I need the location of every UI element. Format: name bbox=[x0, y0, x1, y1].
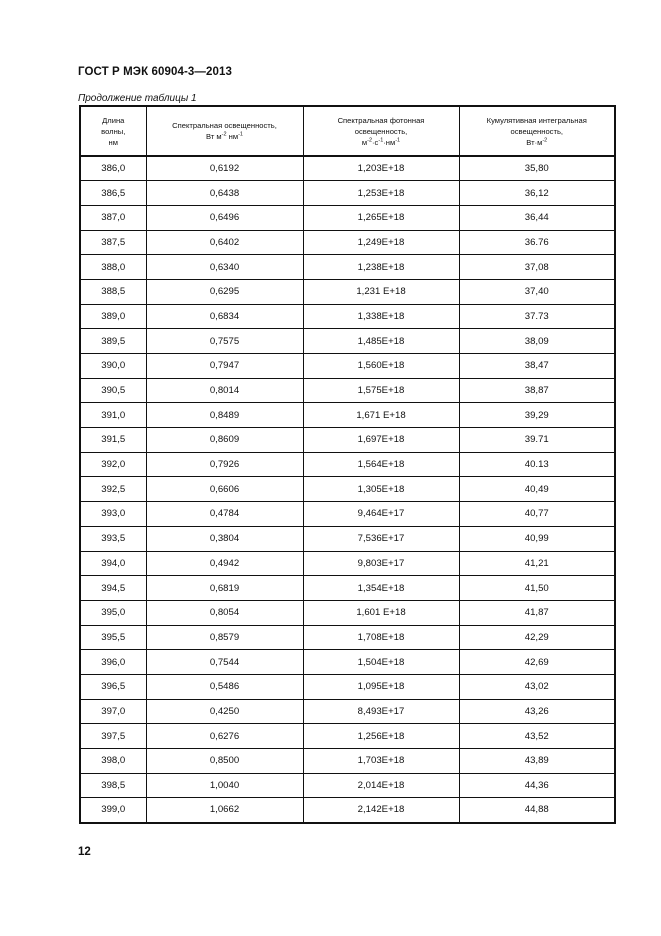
table-row bbox=[80, 477, 615, 502]
cell-cumulative-irradiance: 44,36 bbox=[459, 773, 615, 798]
cell-spectral-photon-irradiance: 1,338E+18 bbox=[303, 304, 459, 329]
cell-cumulative-irradiance: 36,12 bbox=[459, 181, 615, 206]
cell-wavelength: 388,0 bbox=[80, 255, 146, 280]
cell-spectral-photon-irradiance: 1,231 E+18 bbox=[303, 279, 459, 304]
table-row bbox=[80, 452, 615, 477]
cell-spectral-photon-irradiance: 1,095E+18 bbox=[303, 674, 459, 699]
cell-wavelength: 398,5 bbox=[80, 773, 146, 798]
cell-spectral-irradiance: 0,8054 bbox=[146, 600, 303, 625]
cell-cumulative-irradiance: 37,40 bbox=[459, 279, 615, 304]
cell-spectral-irradiance: 0,7926 bbox=[146, 452, 303, 477]
cell-spectral-photon-irradiance: 1,238E+18 bbox=[303, 255, 459, 280]
unit-exponent: -2 bbox=[221, 131, 227, 138]
unit-base: Вт·м bbox=[526, 137, 543, 147]
column-header-spectral-irradiance bbox=[146, 106, 303, 156]
cell-spectral-photon-irradiance: 1,253E+18 bbox=[303, 181, 459, 206]
cell-spectral-photon-irradiance: 1,708E+18 bbox=[303, 625, 459, 650]
cell-cumulative-irradiance: 42,69 bbox=[459, 650, 615, 675]
cell-wavelength: 390,0 bbox=[80, 354, 146, 379]
table-row bbox=[80, 156, 615, 181]
column-header-unit bbox=[362, 138, 400, 147]
column-header-cumulative-irradiance bbox=[459, 106, 615, 156]
cell-spectral-irradiance: 1,0040 bbox=[146, 773, 303, 798]
cell-cumulative-irradiance: 41,87 bbox=[459, 600, 615, 625]
table-row bbox=[80, 526, 615, 551]
cell-cumulative-irradiance: 40,77 bbox=[459, 502, 615, 527]
column-header-line: Спектральная фотонная bbox=[337, 115, 425, 125]
cell-wavelength: 397,0 bbox=[80, 699, 146, 724]
cell-wavelength: 391,5 bbox=[80, 428, 146, 453]
table-row bbox=[80, 699, 615, 724]
cell-spectral-irradiance: 0,6192 bbox=[146, 156, 303, 181]
table-row bbox=[80, 279, 615, 304]
table-row bbox=[80, 329, 615, 354]
cell-wavelength: 397,5 bbox=[80, 724, 146, 749]
cell-spectral-photon-irradiance: 1,560E+18 bbox=[303, 354, 459, 379]
cell-wavelength: 391,0 bbox=[80, 403, 146, 428]
table-row bbox=[80, 304, 615, 329]
table-body bbox=[80, 156, 615, 823]
cell-wavelength: 388,5 bbox=[80, 279, 146, 304]
table-row bbox=[80, 354, 615, 379]
table-row bbox=[80, 625, 615, 650]
unit-exponent: -2 bbox=[542, 136, 548, 143]
cell-spectral-photon-irradiance: 1,305E+18 bbox=[303, 477, 459, 502]
cell-wavelength: 394,5 bbox=[80, 576, 146, 601]
cell-spectral-photon-irradiance: 7,536E+17 bbox=[303, 526, 459, 551]
cell-spectral-irradiance: 0,6295 bbox=[146, 279, 303, 304]
table-row bbox=[80, 181, 615, 206]
cell-wavelength: 393,0 bbox=[80, 502, 146, 527]
column-header-line: нм bbox=[108, 137, 118, 147]
cell-wavelength: 395,0 bbox=[80, 600, 146, 625]
table-row bbox=[80, 724, 615, 749]
cell-spectral-irradiance: 0,6606 bbox=[146, 477, 303, 502]
cell-wavelength: 399,0 bbox=[80, 798, 146, 823]
cell-spectral-irradiance: 0,6402 bbox=[146, 230, 303, 255]
column-header-line: Длина bbox=[102, 115, 125, 125]
table-row bbox=[80, 205, 615, 230]
cell-cumulative-irradiance: 43,02 bbox=[459, 674, 615, 699]
cell-spectral-photon-irradiance: 1,504E+18 bbox=[303, 650, 459, 675]
table-row bbox=[80, 600, 615, 625]
cell-wavelength: 396,5 bbox=[80, 674, 146, 699]
cell-spectral-photon-irradiance: 1,564E+18 bbox=[303, 452, 459, 477]
cell-cumulative-irradiance: 40,99 bbox=[459, 526, 615, 551]
cell-wavelength: 387,0 bbox=[80, 205, 146, 230]
cell-spectral-irradiance: 0,6438 bbox=[146, 181, 303, 206]
table-header bbox=[80, 106, 615, 156]
cell-wavelength: 396,0 bbox=[80, 650, 146, 675]
cell-spectral-irradiance: 0,4250 bbox=[146, 699, 303, 724]
unit-exponent: -1 bbox=[238, 131, 243, 138]
cell-cumulative-irradiance: 39.71 bbox=[459, 428, 615, 453]
cell-cumulative-irradiance: 43,89 bbox=[459, 749, 615, 774]
unit-exponent: -1 bbox=[378, 136, 384, 143]
cell-cumulative-irradiance: 38,87 bbox=[459, 378, 615, 403]
cell-spectral-irradiance: 0,8579 bbox=[146, 625, 303, 650]
cell-spectral-photon-irradiance: 1,265E+18 bbox=[303, 205, 459, 230]
cell-cumulative-irradiance: 37.73 bbox=[459, 304, 615, 329]
cell-spectral-irradiance: 0,6276 bbox=[146, 724, 303, 749]
column-header-line: волны, bbox=[101, 126, 126, 136]
table-row bbox=[80, 230, 615, 255]
cell-spectral-irradiance: 0,8500 bbox=[146, 749, 303, 774]
cell-wavelength: 389,0 bbox=[80, 304, 146, 329]
column-header-line: освещенность, bbox=[354, 126, 408, 136]
cell-spectral-irradiance: 0,5486 bbox=[146, 674, 303, 699]
table-row bbox=[80, 502, 615, 527]
cell-spectral-photon-irradiance: 2,014E+18 bbox=[303, 773, 459, 798]
cell-wavelength: 386,0 bbox=[80, 156, 146, 181]
table-row bbox=[80, 773, 615, 798]
cell-spectral-irradiance: 0,4784 bbox=[146, 502, 303, 527]
unit-exponent: -1 bbox=[395, 136, 401, 143]
table-row bbox=[80, 378, 615, 403]
column-header-unit bbox=[526, 138, 547, 147]
cell-cumulative-irradiance: 41,50 bbox=[459, 576, 615, 601]
cell-cumulative-irradiance: 37,08 bbox=[459, 255, 615, 280]
spectral-irradiance-table bbox=[79, 105, 616, 824]
document-header: ГОСТ Р МЭК 60904-3—2013 bbox=[78, 66, 232, 78]
cell-spectral-photon-irradiance: 1,601 E+18 bbox=[303, 600, 459, 625]
cell-wavelength: 392,5 bbox=[80, 477, 146, 502]
cell-spectral-photon-irradiance: 1,354E+18 bbox=[303, 576, 459, 601]
cell-wavelength: 386,5 bbox=[80, 181, 146, 206]
unit-exponent: -2 bbox=[367, 136, 373, 143]
cell-cumulative-irradiance: 40,49 bbox=[459, 477, 615, 502]
cell-spectral-irradiance: 0,6340 bbox=[146, 255, 303, 280]
table-row bbox=[80, 650, 615, 675]
column-header-line: освещенность, bbox=[510, 126, 564, 136]
table-row bbox=[80, 576, 615, 601]
cell-cumulative-irradiance: 43,52 bbox=[459, 724, 615, 749]
table-row bbox=[80, 798, 615, 823]
cell-spectral-irradiance: 0,6834 bbox=[146, 304, 303, 329]
table-row bbox=[80, 428, 615, 453]
cell-spectral-irradiance: 0,7575 bbox=[146, 329, 303, 354]
cell-wavelength: 393,5 bbox=[80, 526, 146, 551]
cell-spectral-irradiance: 0,7947 bbox=[146, 354, 303, 379]
cell-cumulative-irradiance: 42,29 bbox=[459, 625, 615, 650]
cell-spectral-irradiance: 0,6819 bbox=[146, 576, 303, 601]
cell-cumulative-irradiance: 36,44 bbox=[459, 205, 615, 230]
cell-cumulative-irradiance: 43,26 bbox=[459, 699, 615, 724]
cell-spectral-photon-irradiance: 1,485E+18 bbox=[303, 329, 459, 354]
cell-wavelength: 392,0 bbox=[80, 452, 146, 477]
unit-base: ·с bbox=[372, 137, 379, 147]
cell-spectral-photon-irradiance: 1,703E+18 bbox=[303, 749, 459, 774]
cell-spectral-photon-irradiance: 1,671 E+18 bbox=[303, 403, 459, 428]
cell-spectral-irradiance: 0,6496 bbox=[146, 205, 303, 230]
cell-spectral-photon-irradiance: 9,464E+17 bbox=[303, 502, 459, 527]
cell-spectral-irradiance: 0,8014 bbox=[146, 378, 303, 403]
cell-spectral-irradiance: 0,7544 bbox=[146, 650, 303, 675]
cell-spectral-irradiance: 1,0662 bbox=[146, 798, 303, 823]
cell-spectral-photon-irradiance: 1,697E+18 bbox=[303, 428, 459, 453]
cell-cumulative-irradiance: 36.76 bbox=[459, 230, 615, 255]
column-header-line: Спектральная освещенность, bbox=[172, 121, 277, 130]
cell-spectral-photon-irradiance: 1,575E+18 bbox=[303, 378, 459, 403]
column-header-spectral-photon-irradiance bbox=[303, 106, 459, 156]
cell-spectral-photon-irradiance: 1,203E+18 bbox=[303, 156, 459, 181]
cell-spectral-irradiance: 0,4942 bbox=[146, 551, 303, 576]
cell-wavelength: 387,5 bbox=[80, 230, 146, 255]
cell-wavelength: 390,5 bbox=[80, 378, 146, 403]
unit-base: м bbox=[361, 137, 368, 147]
table-row bbox=[80, 551, 615, 576]
unit-base: Вт м bbox=[206, 132, 222, 141]
cell-cumulative-irradiance: 44,88 bbox=[459, 798, 615, 823]
table-row bbox=[80, 255, 615, 280]
cell-spectral-irradiance: 0,3804 bbox=[146, 526, 303, 551]
cell-spectral-photon-irradiance: 1,256E+18 bbox=[303, 724, 459, 749]
table-caption: Продолжение таблицы 1 bbox=[78, 93, 197, 104]
column-header-line: Кумулятивная интегральная bbox=[486, 115, 587, 125]
cell-cumulative-irradiance: 41,21 bbox=[459, 551, 615, 576]
cell-spectral-photon-irradiance: 2,142E+18 bbox=[303, 798, 459, 823]
page-number: 12 bbox=[78, 846, 91, 858]
cell-wavelength: 395,5 bbox=[80, 625, 146, 650]
table-row bbox=[80, 749, 615, 774]
cell-cumulative-irradiance: 38,47 bbox=[459, 354, 615, 379]
cell-spectral-photon-irradiance: 9,803E+17 bbox=[303, 551, 459, 576]
cell-spectral-photon-irradiance: 8,493E+17 bbox=[303, 699, 459, 724]
cell-spectral-irradiance: 0,8489 bbox=[146, 403, 303, 428]
cell-cumulative-irradiance: 38,09 bbox=[459, 329, 615, 354]
cell-cumulative-irradiance: 39,29 bbox=[459, 403, 615, 428]
column-header-wavelength bbox=[80, 106, 146, 156]
table-row bbox=[80, 403, 615, 428]
cell-spectral-photon-irradiance: 1,249E+18 bbox=[303, 230, 459, 255]
column-header-unit bbox=[206, 132, 243, 141]
header-row bbox=[80, 106, 615, 156]
unit-base: нм bbox=[226, 132, 239, 141]
table-row bbox=[80, 674, 615, 699]
cell-wavelength: 398,0 bbox=[80, 749, 146, 774]
cell-cumulative-irradiance: 40.13 bbox=[459, 452, 615, 477]
cell-cumulative-irradiance: 35,80 bbox=[459, 156, 615, 181]
cell-wavelength: 394,0 bbox=[80, 551, 146, 576]
cell-wavelength: 389,5 bbox=[80, 329, 146, 354]
unit-base: ·нм bbox=[383, 137, 396, 147]
cell-spectral-irradiance: 0,8609 bbox=[146, 428, 303, 453]
